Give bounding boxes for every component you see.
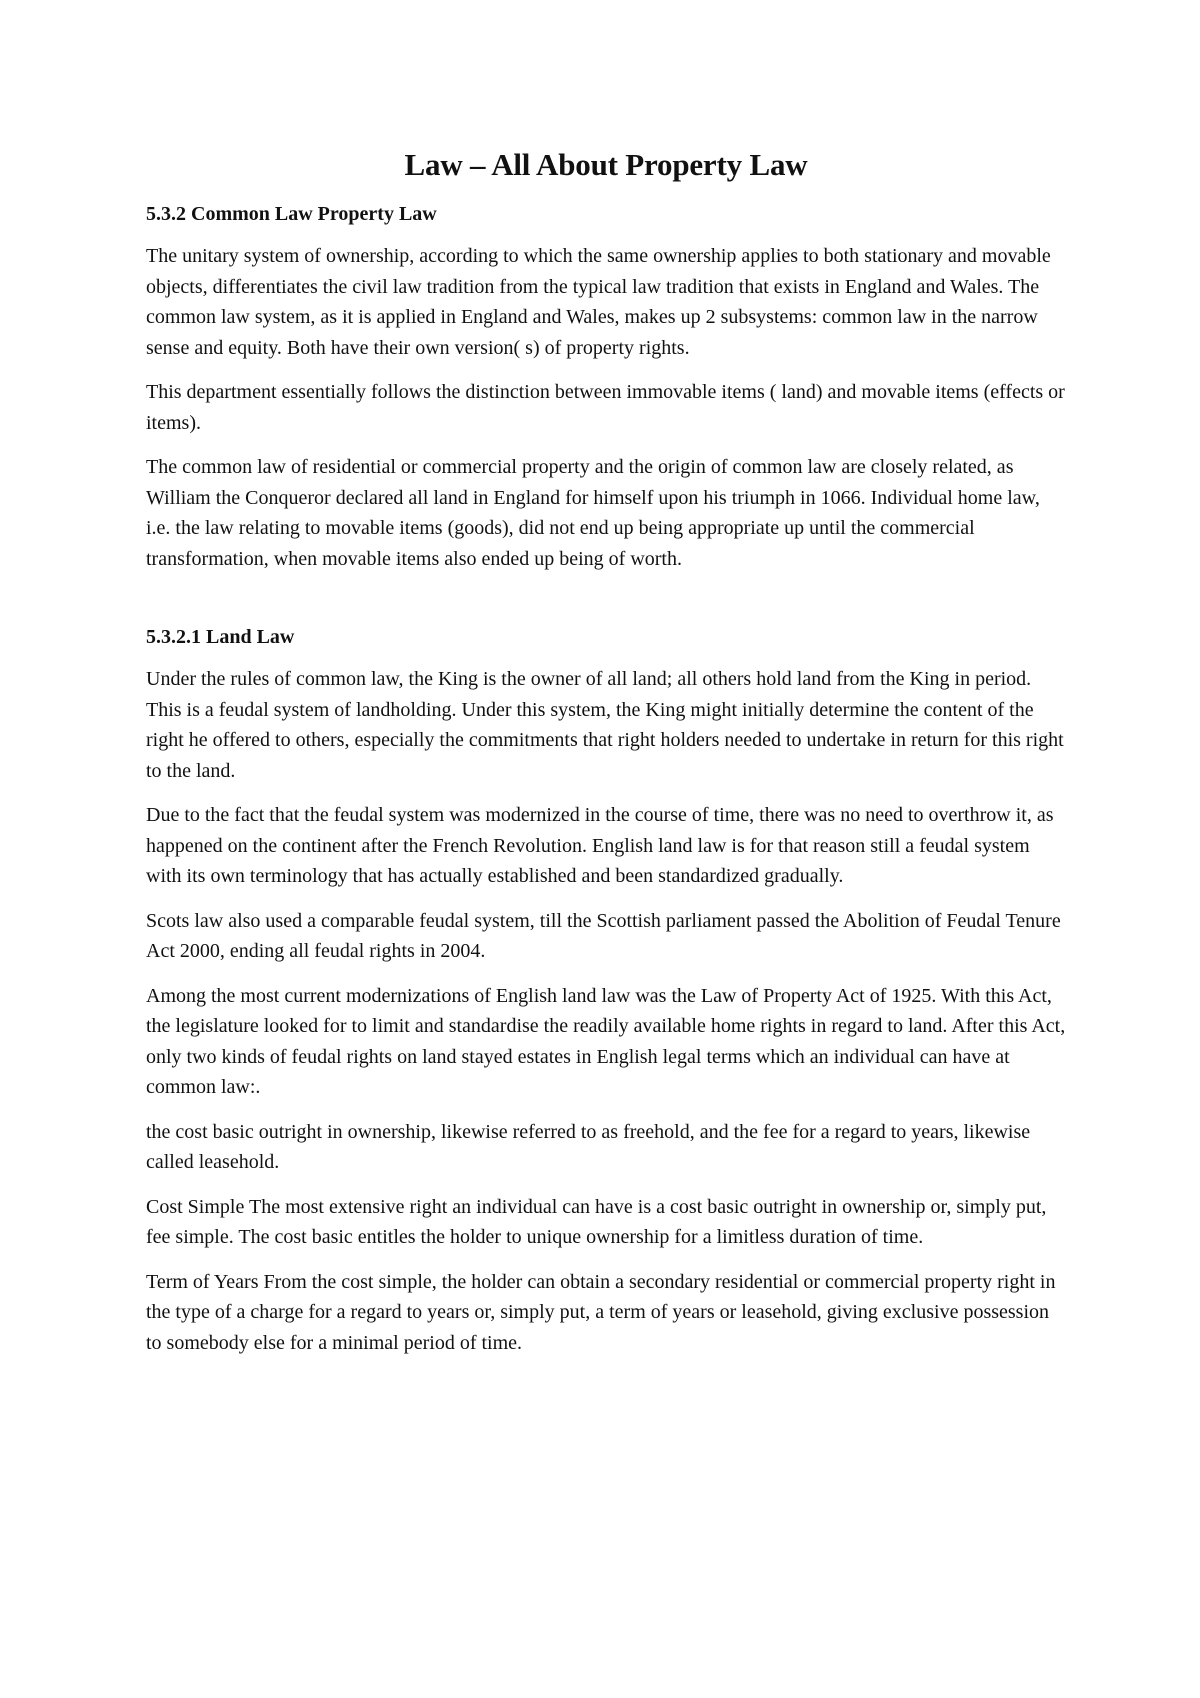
- paragraph: Cost Simple The most extensive right an individual can have is a cost basic outright in ownership or, simply put, fee simple. The cost basic entitles the holder to unique ownership for a limitless duration of time.: [146, 1195, 1047, 1249]
- document-body: [146, 146, 1066, 1372]
- paragraph: The unitary system of ownership, according to which the same ownership applies to both stationary and movable objects, differentiates the civil law tradition from the typical law tradition that exists in England and Wales. The common law system, as it is applied in England and Wales, makes up 2 subsystems: common law in the narrow sense and equity. Both have their own version( s) of property rights.: [146, 245, 1051, 359]
- section-land-law: [146, 624, 1066, 1358]
- paragraph: the cost basic outright in ownership, likewise referred to as freehold, and the fee for a regard to years, likewise called leasehold.: [146, 1120, 1031, 1174]
- document-title: Law – All About Property Law: [404, 147, 808, 182]
- section-common-law-property-law: [146, 201, 1066, 574]
- section-heading: 5.3.2 Common Law Property Law: [146, 203, 437, 226]
- paragraph: The common law of residential or commercial property and the origin of common law are closely related, as William the Conqueror declared all land in England for himself upon his triumph in 1066. Individual home law, i.e. the law relating to movable items (goods), did not end up being appropriate up until the commercial transformation, when movable items also ended up being of worth.: [146, 456, 1040, 570]
- paragraph: This department essentially follows the distinction between immovable items ( land) and movable items (effects or items).: [146, 381, 1065, 434]
- paragraph: Among the most current modernizations of English land law was the Law of Property Act of 1925. With this Act, the legislature looked for to limit and standardise the readily available home rights in regard to land. After this Act, only two kinds of feudal rights on land stayed estates in English legal terms which an individual can have at common law:.: [146, 984, 1066, 1099]
- paragraph: Scots law also used a comparable feudal system, till the Scottish parliament passed the Abolition of Feudal Tenure Act 2000, ending all feudal rights in 2004.: [146, 909, 1061, 963]
- section-heading: 5.3.2.1 Land Law: [146, 626, 295, 649]
- paragraph: Under the rules of common law, the King is the owner of all land; all others hold land from the King in period. This is a feudal system of landholding. Under this system, the King might initially determine the content of the right he offered to others, especially the commitments that right holders needed to undertake in return for this right to the land.: [146, 668, 1064, 782]
- paragraph: Due to the fact that the feudal system was modernized in the course of time, there was no need to overthrow it, as happened on the continent after the French Revolution. English land law is for that reason still a feudal system with its own terminology that has actually established and been standardized gradually.: [146, 804, 1054, 888]
- paragraph: Term of Years From the cost simple, the holder can obtain a secondary residential or commercial property right in the type of a charge for a regard to years or, simply put, a term of years or leasehold, giving exclusive possession to somebody else for a minimal period of time.: [146, 1270, 1056, 1354]
